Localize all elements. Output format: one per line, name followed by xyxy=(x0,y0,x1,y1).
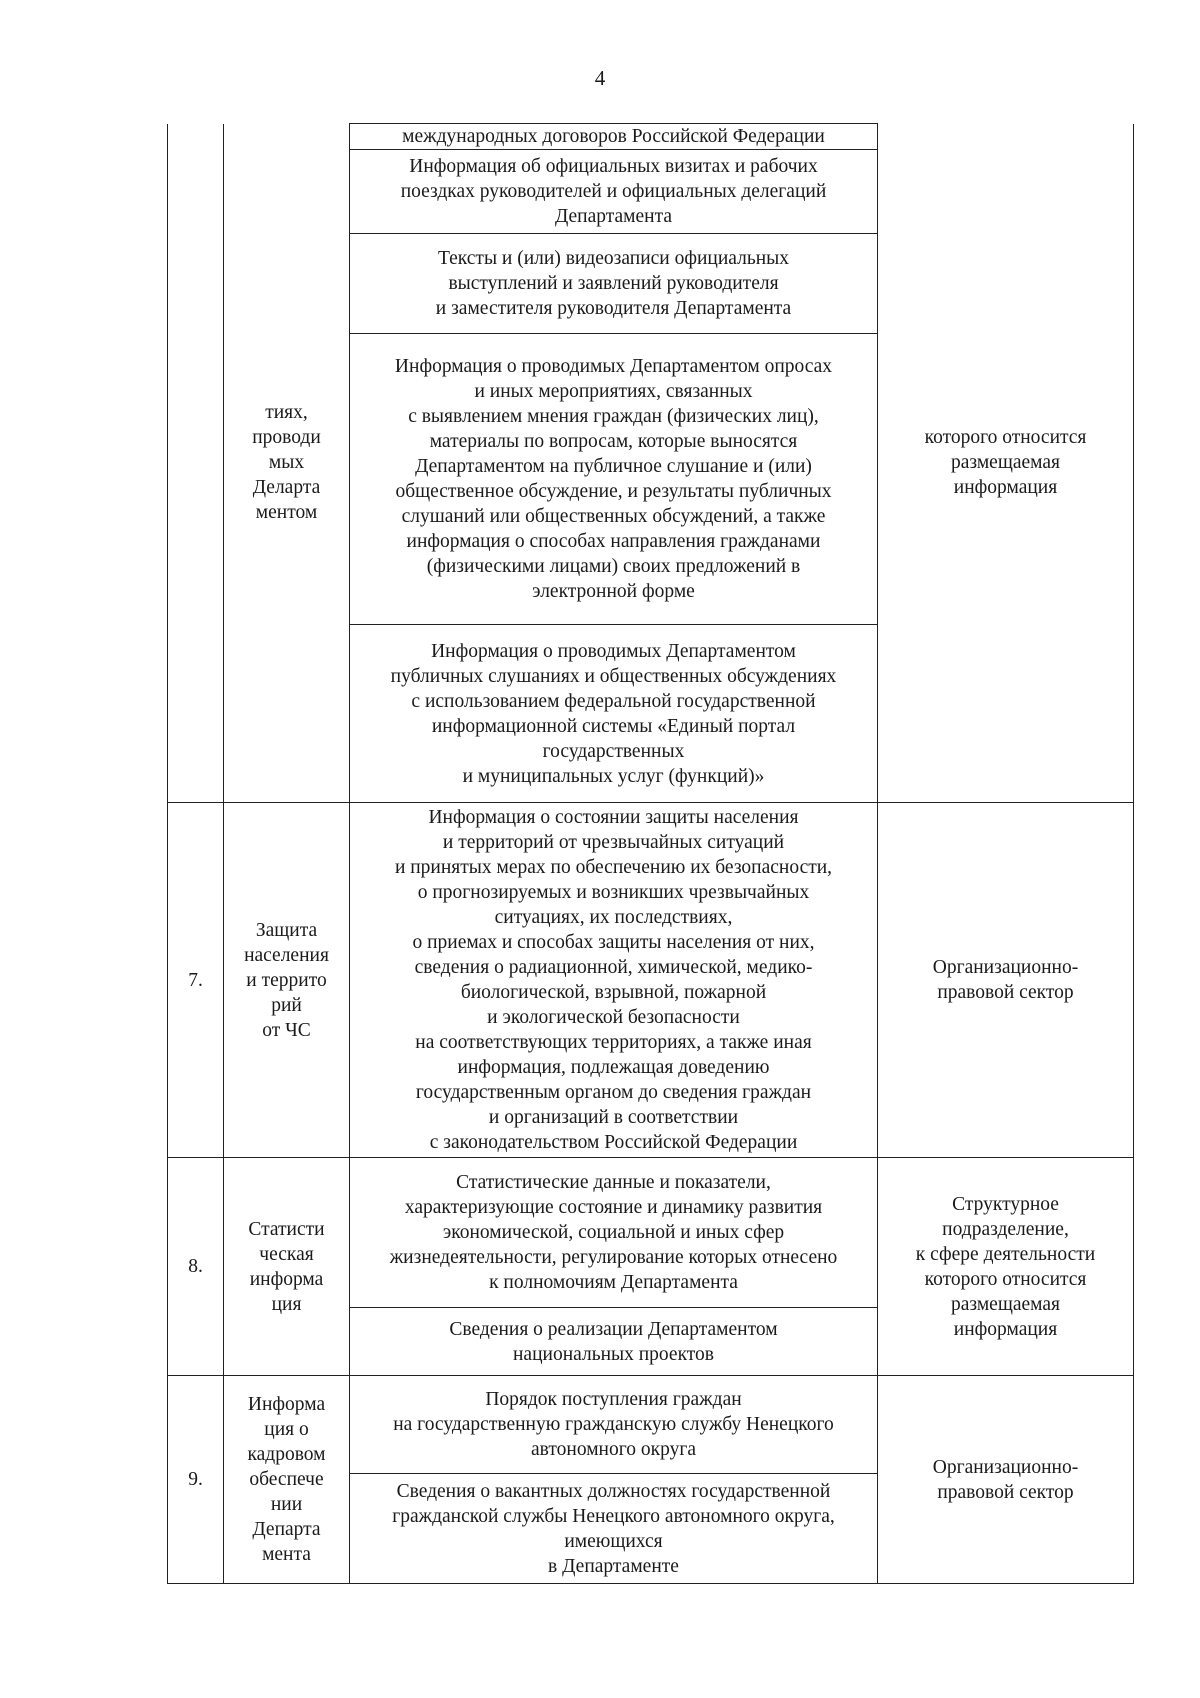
topic-cell: тиях, проводи мых Деларта ментом xyxy=(224,124,350,803)
topic-cell: Статисти ческая информа ция xyxy=(224,1158,350,1376)
topic-cell: Защита населения и террито рий от ЧС xyxy=(224,803,350,1158)
content-cell: Сведения о реализации Департаментом национальных проектов xyxy=(350,1308,878,1376)
responsible-cell: которого относится размещаемая информация xyxy=(878,124,1134,803)
content-cell: международных договоров Российской Федерации xyxy=(350,124,878,150)
row-number-cell: 8. xyxy=(168,1158,224,1376)
table-row xyxy=(168,803,1134,1158)
row-number-cell: 7. xyxy=(168,803,224,1158)
table-row xyxy=(168,124,1134,150)
topic-cell: Информа ция о кадровом обеспече нии Департа мента xyxy=(224,1376,350,1584)
row-number-cell xyxy=(168,124,224,803)
content-cell: Сведения о вакантных должностях государственной гражданской службы Ненецкого автономного округа, имеющихся в Департаменте xyxy=(350,1474,878,1584)
table-row xyxy=(168,1376,1134,1474)
responsible-cell: Организационно- правовой сектор xyxy=(878,803,1134,1158)
content-cell: Статистические данные и показатели, характеризующие состояние и динамику развития экономической, социальной и иных сфер жизнедеятельности, регулирование которых отнесено к полномочиям Департамента xyxy=(350,1158,878,1308)
content-cell: Порядок поступления граждан на государственную гражданскую службу Ненецкого автономного округа xyxy=(350,1376,878,1474)
page-number: 4 xyxy=(594,66,606,90)
table-row xyxy=(168,1158,1134,1308)
content-cell: Информация о проводимых Департаментом публичных слушаниях и общественных обсуждениях с использованием федеральной государственной информационной системы «Единый портал государственных и муниципальных услуг (функций)» xyxy=(350,625,878,803)
information-table xyxy=(167,123,1134,1584)
content-cell: Информация о проводимых Департаментом опросах и иных мероприятиях, связанных с выявлением мнения граждан (физических лиц), материалы по вопросам, которые выносятся Департаментом на публичное слушание и (или) общественное обсуждение, и результаты публичных слушаний или общественных обсуждений, а также информация о способах направления гражданами (физическими лицами) своих предложений в электронной форме xyxy=(350,334,878,625)
content-cell: Тексты и (или) видеозаписи официальных выступлений и заявлений руководителя и заместителя руководителя Департамента xyxy=(350,234,878,334)
content-cell: Информация об официальных визитах и рабочих поездках руководителей и официальных делегаций Департамента xyxy=(350,150,878,234)
responsible-cell: Структурное подразделение, к сфере деятельности которого относится размещаемая информация xyxy=(878,1158,1134,1376)
row-number-cell: 9. xyxy=(168,1376,224,1584)
responsible-cell: Организационно- правовой сектор xyxy=(878,1376,1134,1584)
content-cell: Информация о состоянии защиты населения и территорий от чрезвычайных ситуаций и принятых мерах по обеспечению их безопасности, о прогнозируемых и возникших чрезвычайных ситуациях, их последствиях, о приемах и способах защиты населения от них, сведения о радиационной, химической, медико- биологической, взрывной, пожарной и экологической безопасности на соответствующих территориях, а также иная информация, подлежащая доведению государственным органом до сведения граждан и организаций в соответствии с законодательством Российской Федерации xyxy=(350,803,878,1158)
